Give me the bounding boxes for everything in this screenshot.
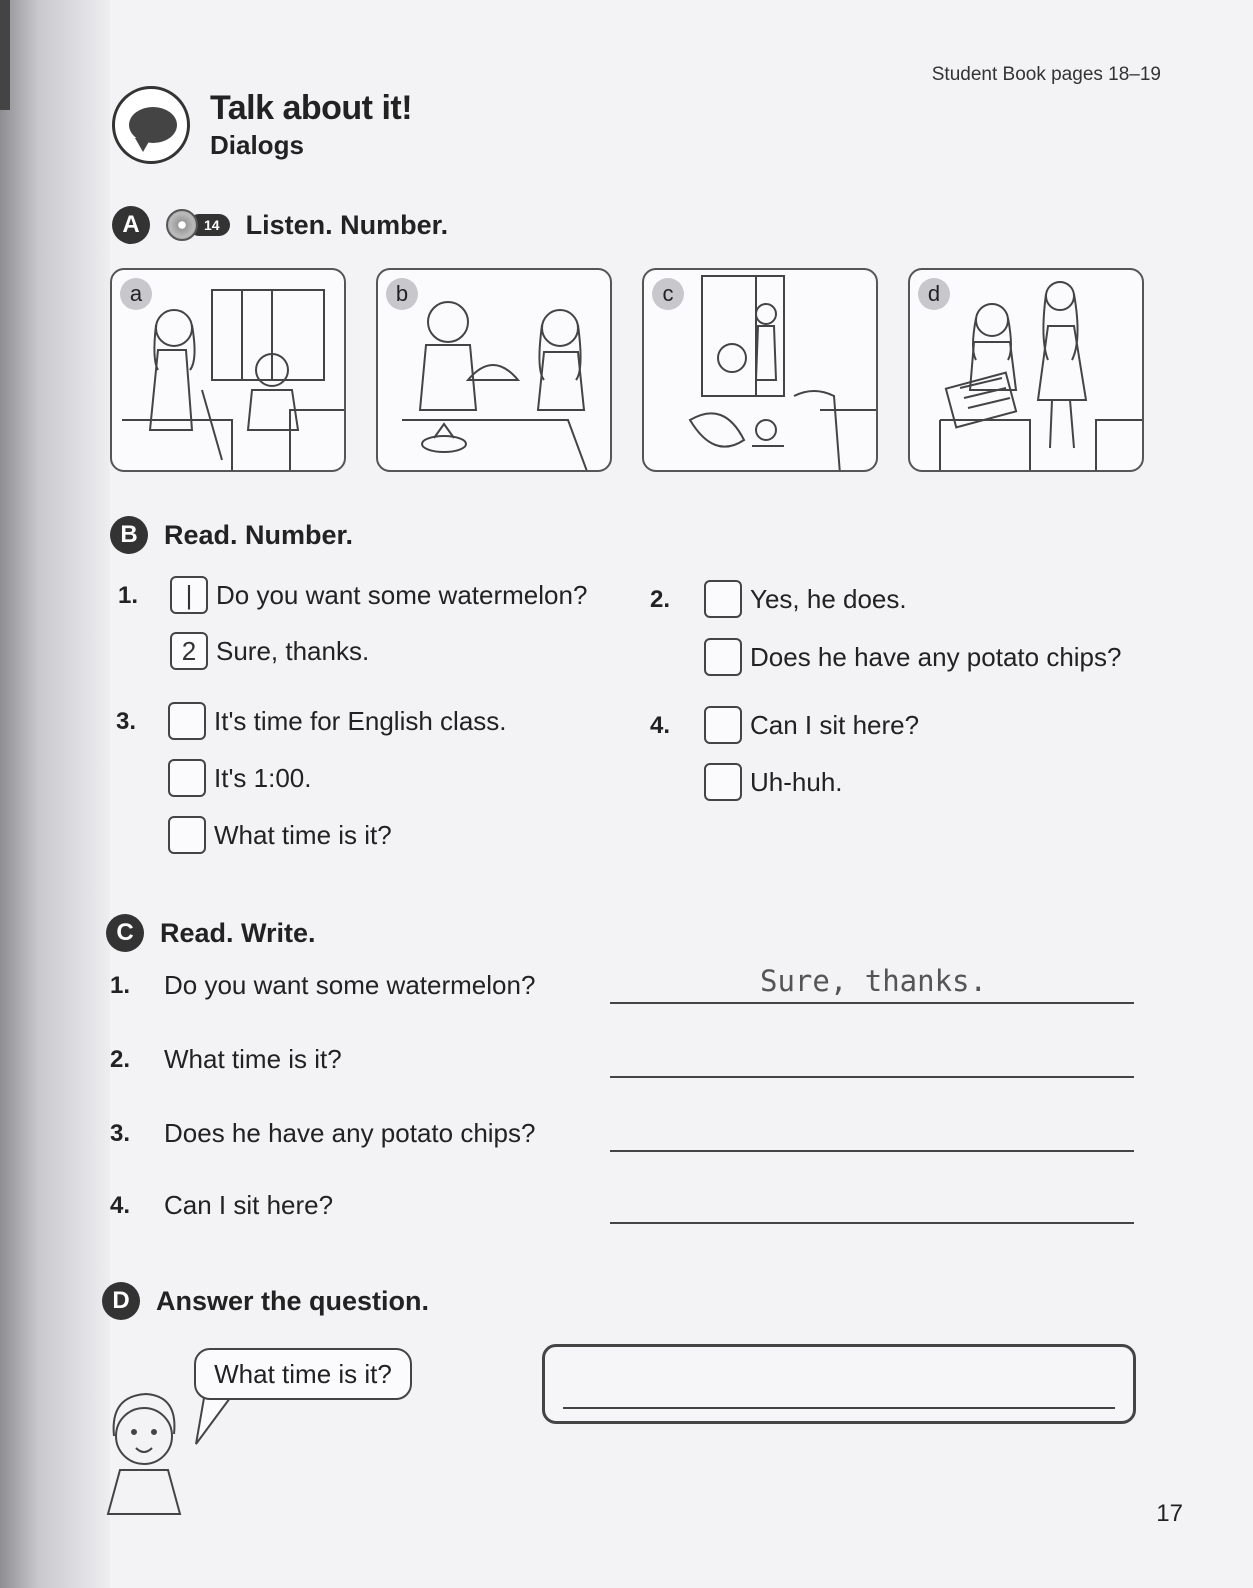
girl-illustration <box>98 1386 198 1516</box>
item-number: 2. <box>110 1046 131 1073</box>
number-box[interactable] <box>704 763 742 801</box>
item-number: 4. <box>650 712 671 739</box>
dialog-line: It's 1:00. <box>214 762 312 793</box>
item-number: 3. <box>116 708 137 735</box>
dialog-line: Uh-huh. <box>750 766 843 797</box>
list-item <box>168 702 507 740</box>
section-a-badge: A <box>112 206 150 244</box>
speech-bubble: What time is it? <box>194 1348 412 1400</box>
cd-audio-icon[interactable] <box>166 209 230 241</box>
section-d-instruction: Answer the question. <box>156 1285 430 1316</box>
dialog-line: Sure, thanks. <box>216 635 370 666</box>
picture-letter: b <box>386 278 418 310</box>
speech-tail <box>194 1398 234 1448</box>
section-b-badge: B <box>110 516 148 554</box>
write-row <box>110 1188 1140 1228</box>
list-item <box>170 632 369 670</box>
question-text: Can I sit here? <box>164 1190 334 1220</box>
question-text: What time is it? <box>164 1044 342 1074</box>
number-box[interactable] <box>168 759 206 797</box>
list-item <box>704 638 1121 676</box>
picture-b <box>376 268 612 472</box>
item-number: 3. <box>110 1120 131 1147</box>
page-header <box>112 86 412 164</box>
list-item <box>168 816 392 854</box>
item-number: 1. <box>118 582 139 609</box>
answer-line[interactable] <box>610 1002 1134 1004</box>
write-row <box>110 964 1140 1008</box>
dialog-line: What time is it? <box>214 819 392 850</box>
picture-d <box>908 268 1144 472</box>
page-binding-shadow <box>0 0 110 1588</box>
number-box[interactable] <box>704 638 742 676</box>
list-item <box>704 706 919 744</box>
dialog-line: Do you want some watermelon? <box>216 579 588 610</box>
page-number: 17 <box>1156 1500 1183 1527</box>
picture-letter: d <box>918 278 950 310</box>
number-box[interactable] <box>704 580 742 618</box>
dialog-line: Can I sit here? <box>750 709 920 740</box>
section-c-instruction: Read. Write. <box>160 917 316 948</box>
number-box[interactable]: | <box>170 576 208 614</box>
dialog-line: Does he have any potato chips? <box>750 641 1122 672</box>
picture-c <box>642 268 878 472</box>
section-c-heading <box>106 914 316 952</box>
section-a-heading <box>112 206 448 244</box>
item-number: 4. <box>110 1192 131 1219</box>
question-text: Does he have any potato chips? <box>164 1118 536 1148</box>
picture-letter: a <box>120 278 152 310</box>
section-b-heading <box>110 516 353 554</box>
write-row <box>110 1116 1140 1156</box>
answer-line[interactable] <box>610 1150 1134 1152</box>
answer-line[interactable] <box>610 1222 1134 1224</box>
item-number: 1. <box>110 972 131 999</box>
number-box[interactable] <box>704 706 742 744</box>
section-b-instruction: Read. Number. <box>164 519 354 550</box>
answer-line[interactable] <box>610 1076 1134 1078</box>
book-reference: Student Book pages 18–19 <box>931 64 1161 85</box>
list-item <box>704 763 843 801</box>
answer-line[interactable] <box>563 1407 1115 1409</box>
track-number: 14 <box>188 214 230 236</box>
write-row <box>110 1042 1140 1082</box>
section-d-badge: D <box>102 1282 140 1320</box>
picture-a <box>110 268 346 472</box>
number-box[interactable]: 2 <box>170 632 208 670</box>
handwritten-answer: Sure, thanks. <box>760 964 987 998</box>
number-box[interactable] <box>168 816 206 854</box>
speech-bubble-icon <box>112 86 190 164</box>
page-subtitle: Dialogs <box>210 130 304 160</box>
picture-row <box>110 268 1144 472</box>
section-c-badge: C <box>106 914 144 952</box>
list-item <box>170 576 587 614</box>
answer-box[interactable] <box>542 1344 1136 1424</box>
item-number: 2. <box>650 586 671 613</box>
list-item <box>168 759 311 797</box>
number-box[interactable] <box>168 702 206 740</box>
section-d-heading <box>102 1282 429 1320</box>
dialog-line: Yes, he does. <box>750 583 907 614</box>
section-a-instruction: Listen. Number. <box>245 209 449 240</box>
page-title: Talk about it! <box>210 89 413 127</box>
picture-letter: c <box>652 278 684 310</box>
dialog-line: It's time for English class. <box>214 705 507 736</box>
list-item <box>704 580 907 618</box>
question-text: Do you want some watermelon? <box>164 970 536 1000</box>
